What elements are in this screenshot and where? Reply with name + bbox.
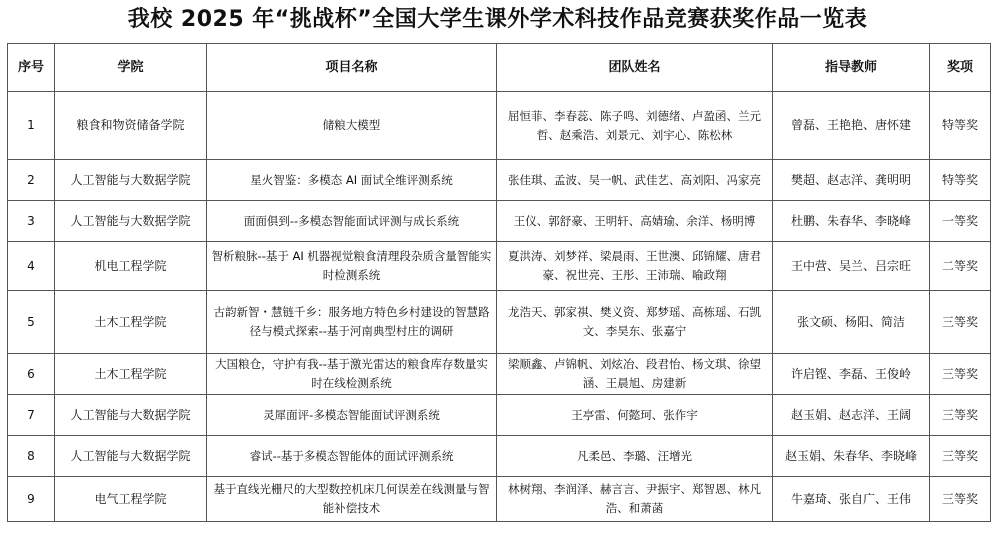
cell-college: 人工智能与大数据学院 <box>55 201 207 242</box>
cell-no: 6 <box>8 354 55 395</box>
page-title: 我校 2025 年“挑战杯”全国大学生课外学术科技作品竞赛获奖作品一览表 <box>127 7 868 32</box>
cell-project: 基于直线光栅尺的大型数控机床几何误差在线测量与智能补偿技术 <box>207 477 497 522</box>
cell-team: 夏洪涛、刘梦祥、梁晨雨、王世澳、邱锦耀、唐君豪、祝世亮、王彤、王沛瑞、喻政翔 <box>497 242 773 291</box>
cell-team: 林树翔、李润泽、赫言言、尹振宇、郑智恩、林凡浩、和萧菡 <box>497 477 773 522</box>
cell-no: 8 <box>8 436 55 477</box>
cell-no: 2 <box>8 160 55 201</box>
header-award: 奖项 <box>930 44 991 92</box>
cell-no: 5 <box>8 291 55 354</box>
cell-team: 梁顺鑫、卢锦帆、刘炫冶、段君怡、杨文琪、徐望涵、王晨旭、房建新 <box>497 354 773 395</box>
cell-advisors: 牛嘉琦、张自广、王伟 <box>773 477 930 522</box>
header-advisors: 指导教师 <box>773 44 930 92</box>
cell-project: 大国粮仓，守护有我--基于激光雷达的粮食库存数量实时在线检测系统 <box>207 354 497 395</box>
cell-team: 王亭雷、何懿珂、张作宇 <box>497 395 773 436</box>
cell-advisors: 曾磊、王艳艳、唐怀建 <box>773 92 930 160</box>
header-no: 序号 <box>8 44 55 92</box>
cell-college: 电气工程学院 <box>55 477 207 522</box>
table-row <box>8 242 991 291</box>
table-header-row <box>8 44 991 92</box>
header-college: 学院 <box>55 44 207 92</box>
cell-college: 人工智能与大数据学院 <box>55 395 207 436</box>
cell-college: 人工智能与大数据学院 <box>55 160 207 201</box>
cell-college: 粮食和物资储备学院 <box>55 92 207 160</box>
cell-no: 4 <box>8 242 55 291</box>
cell-award: 特等奖 <box>930 160 991 201</box>
table-row <box>8 354 991 395</box>
cell-college: 人工智能与大数据学院 <box>55 436 207 477</box>
table-row <box>8 201 991 242</box>
cell-advisors: 赵玉娟、赵志洋、王阔 <box>773 395 930 436</box>
cell-no: 3 <box>8 201 55 242</box>
awards-table <box>7 43 991 522</box>
cell-project: 储粮大模型 <box>207 92 497 160</box>
cell-award: 三等奖 <box>930 354 991 395</box>
header-team: 团队姓名 <box>497 44 773 92</box>
cell-advisors: 王中营、吴兰、吕宗旺 <box>773 242 930 291</box>
cell-team: 王仪、郭舒豪、王明轩、高婧瑜、余洋、杨明博 <box>497 201 773 242</box>
header-project: 项目名称 <box>207 44 497 92</box>
cell-team: 屈恒菲、李春蕊、陈子鸣、刘德绪、卢盈函、兰元哲、赵乘浩、刘景元、刘宇心、陈松林 <box>497 92 773 160</box>
cell-no: 1 <box>8 92 55 160</box>
cell-award: 三等奖 <box>930 291 991 354</box>
cell-award: 特等奖 <box>930 92 991 160</box>
cell-project: 智析粮脉--基于 AI 机器视觉粮食清理段杂质含量智能实时检测系统 <box>207 242 497 291</box>
table-row <box>8 477 991 522</box>
cell-team: 凡柔邑、李璐、汪增光 <box>497 436 773 477</box>
cell-project: 睿试--基于多模态智能体的面试评测系统 <box>207 436 497 477</box>
cell-college: 机电工程学院 <box>55 242 207 291</box>
cell-no: 9 <box>8 477 55 522</box>
cell-award: 三等奖 <box>930 477 991 522</box>
cell-advisors: 张文硕、杨阳、简洁 <box>773 291 930 354</box>
table-row <box>8 291 991 354</box>
cell-project: 面面俱到--多模态智能面试评测与成长系统 <box>207 201 497 242</box>
cell-award: 三等奖 <box>930 395 991 436</box>
table-row <box>8 436 991 477</box>
table-row <box>8 92 991 160</box>
table-row <box>8 395 991 436</box>
cell-advisors: 赵玉娟、朱春华、李晓峰 <box>773 436 930 477</box>
cell-college: 土木工程学院 <box>55 291 207 354</box>
cell-college: 土木工程学院 <box>55 354 207 395</box>
cell-team: 张佳琪、孟波、吴一帆、武佳艺、高刘阳、冯家亮 <box>497 160 773 201</box>
cell-project: 灵犀面评-多模态智能面试评测系统 <box>207 395 497 436</box>
cell-award: 一等奖 <box>930 201 991 242</box>
cell-advisors: 樊超、赵志洋、龚明明 <box>773 160 930 201</box>
table-row <box>8 160 991 201</box>
cell-project: 古韵新智・慧链千乡：服务地方特色乡村建设的智慧路径与模式探索--基于河南典型村庄的调研 <box>207 291 497 354</box>
cell-project: 星火智鉴：多模态 AI 面试全维评测系统 <box>207 160 497 201</box>
cell-advisors: 杜鹏、朱春华、李晓峰 <box>773 201 930 242</box>
cell-award: 三等奖 <box>930 436 991 477</box>
cell-award: 二等奖 <box>930 242 991 291</box>
cell-team: 龙浩天、郭家祺、樊义资、郑梦瑶、高栋瑶、石凯文、李昊东、张嘉宁 <box>497 291 773 354</box>
cell-no: 7 <box>8 395 55 436</box>
cell-advisors: 许启铿、李磊、王俊岭 <box>773 354 930 395</box>
